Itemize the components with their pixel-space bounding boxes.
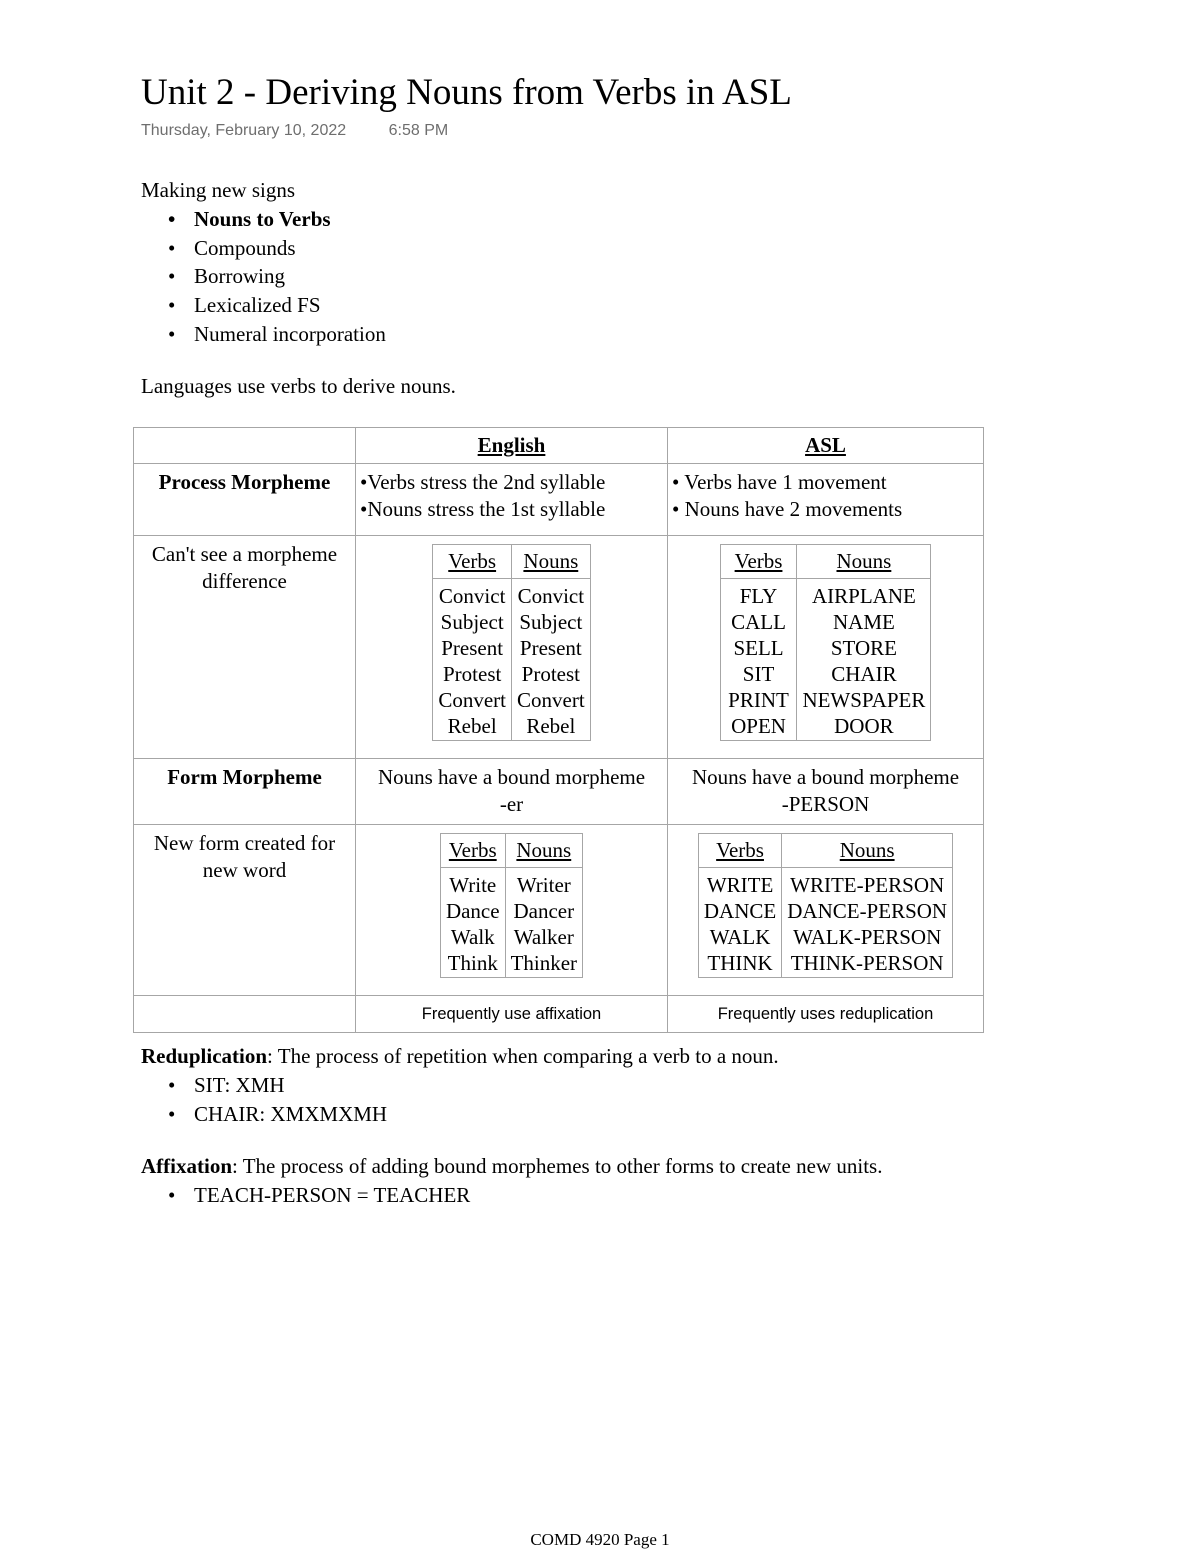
nouns-column	[505, 868, 582, 978]
process-asl-line: • Nouns have 2 movements	[672, 497, 903, 521]
cant-see-asl-cell	[668, 536, 984, 759]
form-english-suffix: -er	[499, 792, 524, 816]
intro-list	[141, 205, 386, 349]
table-row	[134, 825, 984, 996]
noun-item: STORE	[830, 636, 897, 660]
affixation-term: Affixation	[141, 1154, 232, 1178]
intro-section	[141, 176, 386, 349]
noun-item: THINK-PERSON	[790, 951, 944, 975]
noun-item: Convert	[517, 688, 585, 712]
noun-item: Rebel	[526, 714, 576, 738]
table-row	[134, 759, 984, 825]
noun-item: Present	[519, 636, 582, 660]
new-form-asl-cell	[668, 825, 984, 996]
list-item: • CHAIR: XMXMXMH	[141, 1100, 779, 1129]
process-asl-text: Verbs have 1 movement	[684, 470, 887, 494]
noun-item: Subject	[519, 610, 583, 634]
list-item: • SIT: XMH	[141, 1071, 779, 1100]
frequency-english: Frequently use affixation	[356, 996, 668, 1033]
col-nouns: Nouns	[797, 545, 931, 579]
verb-item: WRITE	[706, 873, 774, 897]
table-row	[134, 464, 984, 536]
header-asl	[668, 428, 984, 464]
verb-item: Convict	[438, 584, 506, 608]
reduplication-examples	[141, 1071, 779, 1129]
process-english-text: Verbs stress the 2nd syllable	[367, 470, 606, 494]
verbs-column	[698, 868, 781, 978]
noun-item: Writer	[516, 873, 571, 897]
row-label-cant-see: Can't see a morpheme difference	[134, 536, 356, 759]
noun-item: AIRPLANE	[811, 584, 916, 608]
verb-item: SELL	[733, 636, 784, 660]
noun-item: DANCE-PERSON	[787, 899, 948, 923]
verb-item: THINK	[707, 951, 773, 975]
list-item: • Borrowing	[141, 262, 386, 291]
form-english-line: Nouns have a bound morpheme	[377, 765, 646, 789]
reduplication-definition	[141, 1042, 779, 1071]
table-row	[134, 536, 984, 759]
noun-item: Convict	[517, 584, 585, 608]
noun-item: WRITE-PERSON	[790, 873, 945, 897]
verb-item: DANCE	[703, 899, 777, 923]
process-asl-text: Nouns have 2 movements	[684, 497, 903, 521]
verb-item: Protest	[443, 662, 502, 686]
verb-item: Present	[441, 636, 504, 660]
verbs-column	[720, 579, 797, 741]
verb-item: WALK	[709, 925, 771, 949]
intro-lead: Making new signs	[141, 178, 295, 202]
list-item: • Numeral incorporation	[141, 320, 386, 349]
nouns-column	[512, 579, 591, 741]
noun-item: WALK-PERSON	[793, 925, 942, 949]
cant-see-english-cell	[356, 536, 668, 759]
table-header-row	[134, 428, 984, 464]
verbs-column	[440, 868, 505, 978]
verb-item: Dance	[445, 899, 500, 923]
noun-item: NAME	[832, 610, 895, 634]
process-english-text: Nouns stress the 1st syllable	[367, 497, 606, 521]
english-affix-table	[440, 833, 583, 978]
process-english-cell	[356, 464, 668, 536]
frequency-label-cell	[134, 996, 356, 1033]
verb-item: SIT	[742, 662, 775, 686]
form-asl-line: Nouns have a bound morpheme	[691, 765, 960, 789]
verb-item: Convert	[438, 688, 506, 712]
table-corner-cell	[134, 428, 356, 464]
nouns-column	[782, 868, 953, 978]
languages-sentence: Languages use verbs to derive nouns.	[141, 374, 456, 398]
col-nouns: Nouns	[512, 545, 591, 579]
verb-item: PRINT	[728, 688, 789, 712]
noun-item: Thinker	[510, 951, 578, 975]
reduplication-section	[141, 1042, 779, 1128]
nouns-column	[797, 579, 931, 741]
new-form-english-cell	[356, 825, 668, 996]
table-row	[134, 996, 984, 1033]
reduplication-text: : The process of repetition when comparing a verb to a noun.	[267, 1044, 779, 1068]
verb-item: OPEN	[731, 714, 786, 738]
list-item: • Nouns to Verbs	[141, 205, 386, 234]
form-asl-cell	[668, 759, 984, 825]
verb-item: CALL	[731, 610, 786, 634]
row-label-new-form: New form created for new word	[134, 825, 356, 996]
reduplication-term: Reduplication	[141, 1044, 268, 1068]
affixation-text: : The process of adding bound morphemes to other forms to create new units.	[232, 1154, 883, 1178]
verb-item: FLY	[739, 584, 778, 608]
list-item: • Compounds	[141, 234, 386, 263]
header-asl-label: ASL	[805, 433, 846, 457]
comparison-table	[133, 427, 984, 1033]
verb-item: Subject	[440, 610, 504, 634]
noun-item: Dancer	[513, 899, 575, 923]
col-nouns: Nouns	[782, 834, 953, 868]
verb-item: Walk	[450, 925, 495, 949]
process-asl-line: • Verbs have 1 movement	[672, 470, 887, 494]
col-verbs: Verbs	[720, 545, 797, 579]
noun-item: Walker	[513, 925, 574, 949]
col-verbs: Verbs	[698, 834, 781, 868]
frequency-asl: Frequently uses reduplication	[668, 996, 984, 1033]
row-label-form: Form Morpheme	[134, 759, 356, 825]
header-english	[356, 428, 668, 464]
english-stress-table	[432, 544, 590, 741]
noun-item: DOOR	[834, 714, 894, 738]
col-nouns: Nouns	[505, 834, 582, 868]
affixation-examples	[141, 1181, 882, 1210]
verb-item: Write	[449, 873, 497, 897]
page-time: 6:58 PM	[388, 122, 449, 139]
asl-person-table	[698, 833, 953, 978]
page-footer: COMD 4920 Page 1	[530, 1530, 670, 1549]
affixation-section	[141, 1152, 882, 1210]
row-label-process: Process Morpheme	[134, 464, 356, 536]
asl-movement-table	[720, 544, 932, 741]
noun-item: Protest	[521, 662, 580, 686]
process-asl-cell	[668, 464, 984, 536]
process-english-line: •Nouns stress the 1st syllable	[360, 497, 606, 521]
noun-item: NEWSPAPER	[802, 688, 926, 712]
header-english-label: English	[477, 433, 546, 457]
affixation-definition	[141, 1152, 882, 1181]
col-verbs: Verbs	[433, 545, 512, 579]
page-title: Unit 2 - Deriving Nouns from Verbs in ASL	[141, 72, 792, 113]
verbs-column	[433, 579, 512, 741]
verb-item: Think	[447, 951, 498, 975]
list-item: • Lexicalized FS	[141, 291, 386, 320]
form-asl-suffix: -PERSON	[781, 792, 870, 816]
col-verbs: Verbs	[440, 834, 505, 868]
verb-item: Rebel	[447, 714, 497, 738]
list-item: • TEACH-PERSON = TEACHER	[141, 1181, 882, 1210]
page-date: Thursday, February 10, 2022	[141, 122, 347, 139]
page-meta	[141, 122, 448, 140]
form-english-cell	[356, 759, 668, 825]
process-english-line: •Verbs stress the 2nd syllable	[360, 470, 606, 494]
noun-item: CHAIR	[831, 662, 897, 686]
